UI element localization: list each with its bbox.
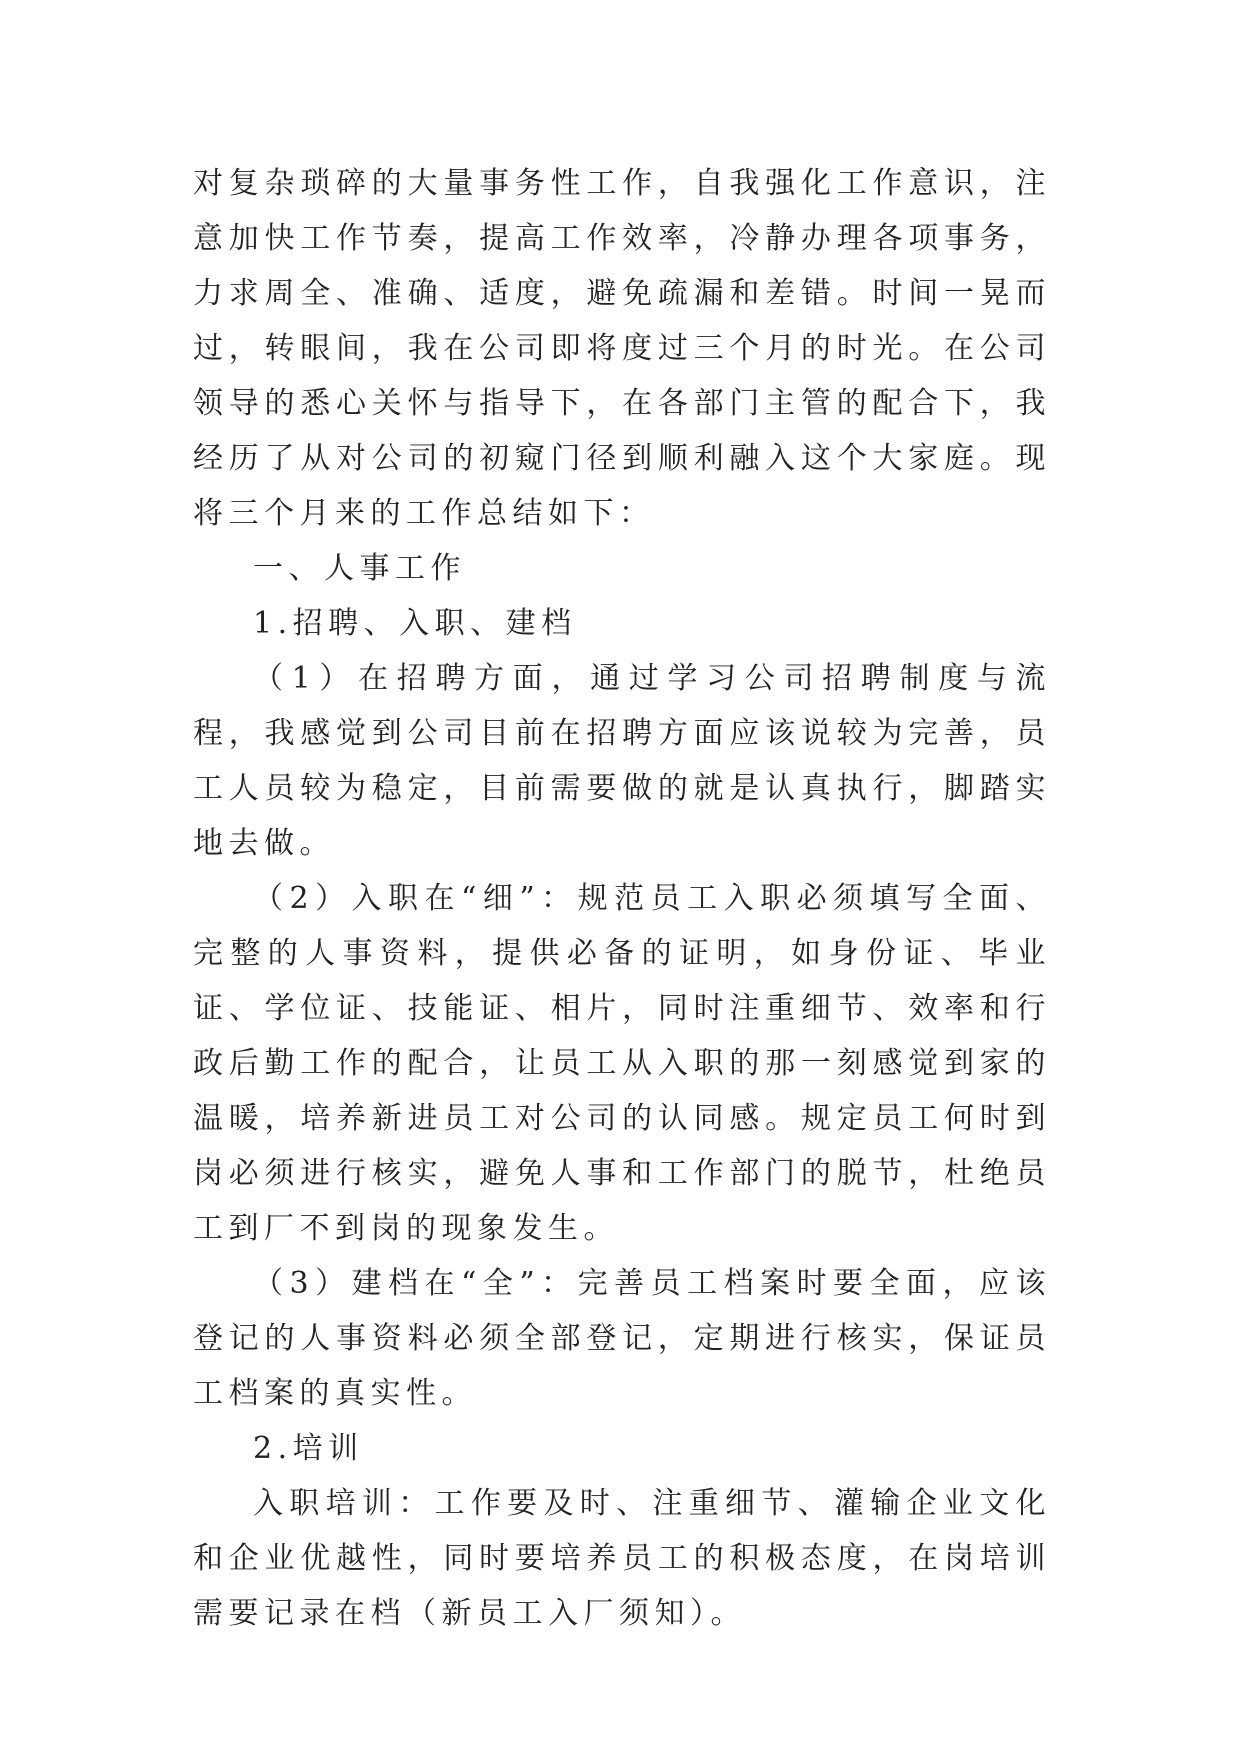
section-heading-personnel: 一、人事工作 — [253, 551, 466, 586]
subsection-heading-recruitment: 1.招聘、入职、建档 — [253, 606, 577, 641]
subsection-heading-training: 2.培训 — [253, 1431, 364, 1466]
paragraph-onboarding: （2）入职在“细”：规范员工入职必须填写全面、完整的人事资料，提供必备的证明，如身份证、毕业证、学位证、技能证、相片，同时注重细节、效率和行政后勤工作的配合，让员工从入职的那一刻感觉到家的温暖，培养新进员工对公司的认同感。规定员工何时到岗必须进行核实，避免人事和工作部门的脱节，杜绝员工到厂不到岗的现象发生。 — [193, 881, 1051, 1246]
paragraph-intro: 对复杂琐碎的大量事务性工作，自我强化工作意识，注意加快工作节奏，提高工作效率，冷静办理各项事务，力求周全、准确、适度，避免疏漏和差错。时间一晃而过，转眼间，我在公司即将度过三个月的时光。在公司领导的悉心关怀与指导下，在各部门主管的配合下，我经历了从对公司的初窥门径到顺利融入这个大家庭。现将三个月来的工作总结如下： — [193, 166, 1051, 531]
paragraph-training: 入职培训：工作要及时、注重细节、灌输企业文化和企业优越性，同时要培养员工的积极态度，在岗培训需要记录在档（新员工入厂须知）。 — [193, 1486, 1051, 1631]
document-body — [193, 156, 1051, 1641]
paragraph-archiving: （3）建档在“全”：完善员工档案时要全面，应该登记的人事资料必须全部登记，定期进行核实，保证员工档案的真实性。 — [193, 1266, 1051, 1411]
paragraph-recruitment: （1）在招聘方面，通过学习公司招聘制度与流程，我感觉到公司目前在招聘方面应该说较为完善，员工人员较为稳定，目前需要做的就是认真执行，脚踏实地去做。 — [193, 661, 1051, 861]
